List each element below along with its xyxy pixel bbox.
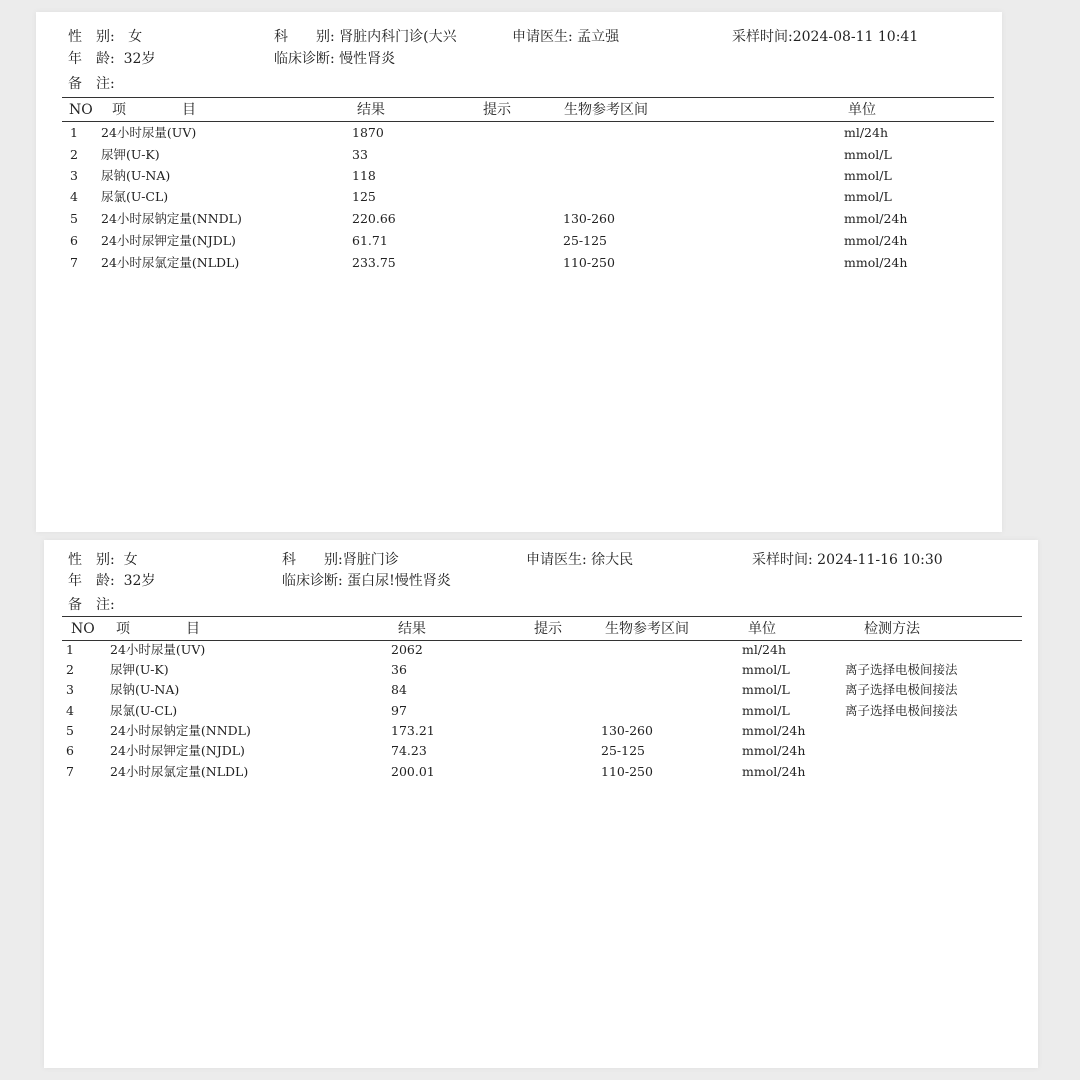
table-row [36,123,1002,143]
row-item: 24小时尿量(UV) [101,125,197,140]
doctor-field [512,28,619,46]
table-row [36,145,1002,165]
table-row [36,253,1002,273]
row-ref: 110-250 [601,764,653,779]
table-row [36,209,1002,229]
remarks-field [68,596,115,614]
table-row [36,166,1002,186]
dept-label: 科 别: [282,552,343,568]
col-header-unit: 单位 [848,102,876,118]
row-item: 24小时尿钾定量(NJDL) [101,233,236,248]
row-item: 尿氯(U-CL) [110,703,178,718]
row-ref: 130-260 [601,723,653,738]
col-header-result: 结果 [357,102,385,118]
doctor-field [526,551,633,569]
sample-time-label: 采样时间: [752,552,813,568]
col-header-item: 项 目 [112,102,196,118]
table-row [44,640,1038,660]
row-item: 24小时尿钠定量(NNDL) [110,723,251,738]
row-item: 24小时尿钠定量(NNDL) [101,211,242,226]
age-label: 年 龄: [68,51,115,67]
row-result: 173.21 [391,723,435,738]
remarks-label: 备 注: [68,76,115,92]
row-result: 36 [391,662,407,677]
header-bottom-rule [62,121,994,122]
row-no: 3 [70,168,78,183]
row-result: 74.23 [391,743,427,758]
row-unit: mmol/L [742,682,790,697]
gender-label: 性 别: [68,552,115,568]
dept-value: 肾脏内科门诊(大兴 [339,29,457,45]
table-row [44,741,1038,761]
remarks-label: 备 注: [68,597,115,613]
sample-time-field [732,28,918,46]
row-unit: mmol/L [742,662,790,677]
row-no: 6 [70,233,78,248]
sample-time-field [752,551,943,569]
row-result: 61.71 [352,233,388,248]
lab-report-2 [44,540,1038,1068]
row-item: 尿钾(U-K) [101,147,160,162]
row-item: 24小时尿氯定量(NLDL) [110,764,249,779]
age-field [68,50,155,68]
row-no: 1 [70,125,78,140]
row-unit: mmol/24h [742,743,806,758]
row-result: 2062 [391,642,423,657]
col-header-hint: 提示 [483,102,511,118]
diagnosis-label: 临床诊断: [282,573,343,589]
header-top-rule [62,97,994,98]
dept-field [274,28,457,46]
table-row [44,762,1038,782]
diagnosis-value: 蛋白尿!慢性肾炎 [347,573,451,589]
row-no: 4 [66,703,74,718]
row-result: 97 [391,703,407,718]
row-unit: mmol/24h [844,255,908,270]
doctor-value: 徐大民 [591,552,634,568]
dept-label: 科 别: [274,29,335,45]
row-result: 220.66 [352,211,396,226]
row-result: 200.01 [391,764,435,779]
row-no: 2 [70,147,78,162]
diagnosis-label: 临床诊断: [274,51,335,67]
col-header-hint: 提示 [534,621,562,637]
doctor-label: 申请医生: [512,29,573,45]
doctor-value: 孟立强 [577,29,620,45]
row-method: 离子选择电极间接法 [845,662,958,677]
col-header-unit: 单位 [748,621,776,637]
row-no: 5 [66,723,74,738]
table-row [36,231,1002,251]
row-no: 7 [70,255,78,270]
row-unit: mmol/24h [844,233,908,248]
col-header-ref: 生物参考区间 [564,102,648,118]
gender-field [68,28,142,46]
row-unit: mmol/24h [742,723,806,738]
row-result: 125 [352,189,376,204]
row-item: 24小时尿量(UV) [110,642,206,657]
row-unit: mmol/L [844,189,892,204]
row-no: 5 [70,211,78,226]
row-item: 24小时尿钾定量(NJDL) [110,743,245,758]
dept-value: 肾脏门诊 [342,552,399,568]
row-unit: mmol/24h [844,211,908,226]
table-row [36,187,1002,207]
col-header-no: NO [71,621,95,637]
table-row [44,701,1038,721]
row-no: 7 [66,764,74,779]
row-unit: mmol/L [742,703,790,718]
table-row [44,721,1038,741]
col-header-result: 结果 [398,621,426,637]
row-ref: 25-125 [563,233,607,248]
gender-field [68,551,138,569]
row-result: 118 [352,168,376,183]
col-header-item: 项 目 [116,621,200,637]
row-unit: mmol/24h [742,764,806,779]
row-unit: mmol/L [844,168,892,183]
age-value: 32岁 [123,51,156,67]
table-row [44,660,1038,680]
col-header-ref: 生物参考区间 [605,621,689,637]
row-result: 233.75 [352,255,396,270]
diagnosis-field [282,572,451,590]
gender-value: 女 [128,29,143,45]
row-no: 2 [66,662,74,677]
row-result: 84 [391,682,407,697]
row-ref: 110-250 [563,255,615,270]
col-header-no: NO [69,102,93,118]
row-unit: mmol/L [844,147,892,162]
sample-time-label: 采样时间: [732,29,793,45]
gender-label: 性 别: [68,29,115,45]
remarks-field [68,75,115,93]
sample-time-value: 2024-11-16 10:30 [817,552,943,568]
diagnosis-field [274,50,395,68]
row-item: 尿钠(U-NA) [110,682,180,697]
row-method: 离子选择电极间接法 [845,682,958,697]
dept-field [282,551,399,569]
row-no: 3 [66,682,74,697]
row-item: 尿钠(U-NA) [101,168,171,183]
row-method: 离子选择电极间接法 [845,703,958,718]
row-no: 1 [66,642,74,657]
sample-time-value: 2024-08-11 10:41 [792,29,919,45]
gender-value: 女 [123,552,138,568]
table-row [44,680,1038,700]
col-header-method: 检测方法 [864,621,920,637]
lab-report-1 [36,12,1002,532]
diagnosis-value: 慢性肾炎 [339,51,396,67]
row-result: 33 [352,147,368,162]
header-top-rule [62,616,1022,617]
doctor-label: 申请医生: [526,552,587,568]
age-value: 32岁 [123,573,156,589]
row-result: 1870 [352,125,384,140]
row-no: 6 [66,743,74,758]
row-item: 24小时尿氯定量(NLDL) [101,255,240,270]
row-unit: ml/24h [844,125,889,140]
row-unit: ml/24h [742,642,787,657]
row-ref: 25-125 [601,743,645,758]
row-item: 尿氯(U-CL) [101,189,169,204]
row-item: 尿钾(U-K) [110,662,169,677]
age-field [68,572,155,590]
row-no: 4 [70,189,78,204]
row-ref: 130-260 [563,211,615,226]
age-label: 年 龄: [68,573,115,589]
